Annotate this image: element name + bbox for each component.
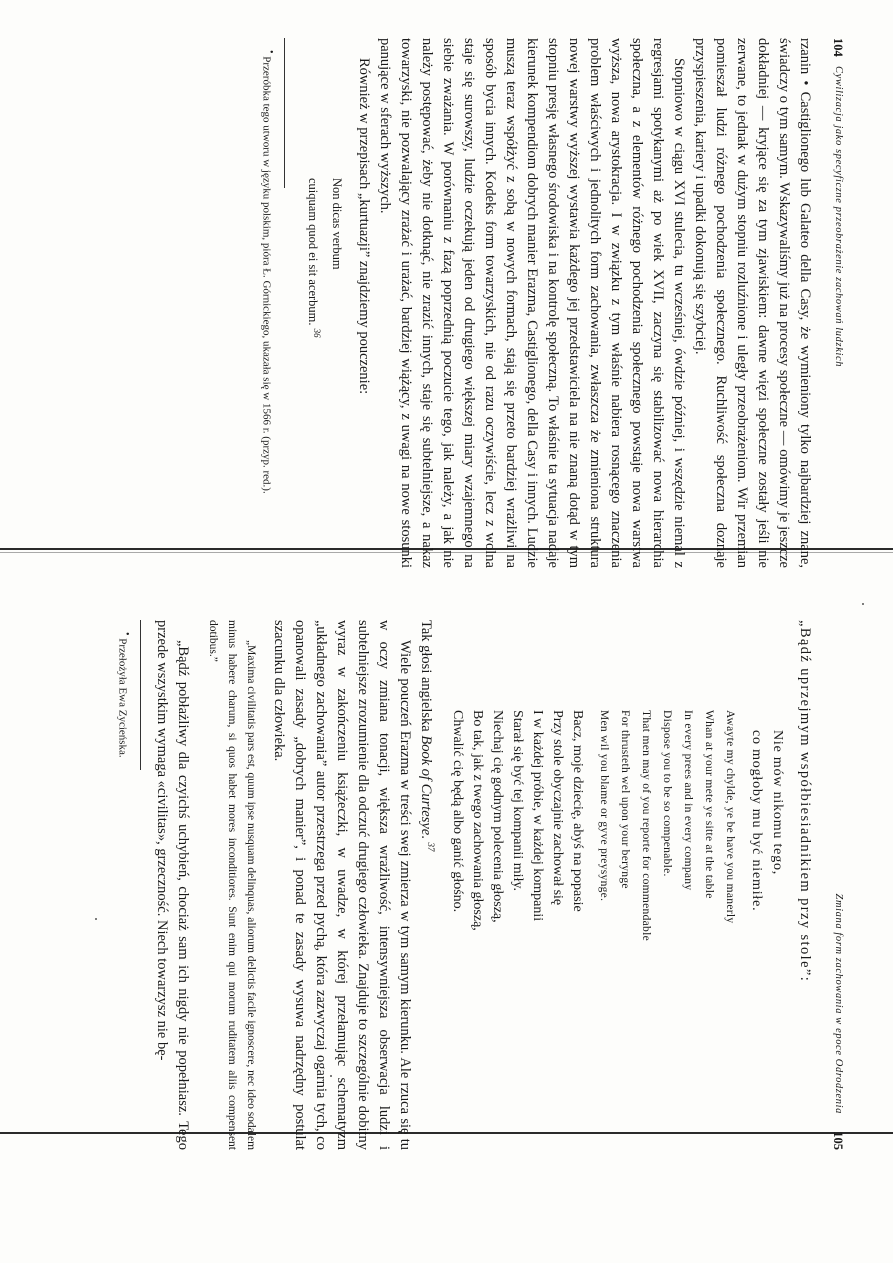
polish-couplet	[746, 620, 788, 1150]
note-marker: 36	[312, 328, 322, 338]
running-head: Cywilizacja jako specyficzne przeobrażenie zachowań ludzkich	[833, 66, 844, 368]
page-number: 104	[831, 38, 845, 57]
scan-speck	[862, 603, 864, 605]
verse-line: In every prees and in every company	[682, 710, 694, 891]
verse-line: Nie mów nikomu tego,	[770, 730, 785, 876]
paragraph: Również w przepisach „kurtuazji” znajdziemy pouczenie:	[356, 58, 372, 395]
paragraph: Stopniowo w ciągu XVI stulecia, tu wcześniej, ówdzie później, i wszędzie niemal z regresjami spotykanymi aż po wiek XVII, zaczyna się stabilizować nowa hierarchia społeczna, a z elementów różnego pochodzenia społecznego powstaje nowa warstwa wyższa, nowa arystokracja. I w związku z tym właśnie nabiera rosnącego znaczenia problem właściwych i jednolitych form zachowania, zwłaszcza że zmieniona struktura nowej warstwy wyższej wystawia każdego jej przedstawiciela na nie znaną dotąd w tym stopniu presję własnego środowiska i na kontrolę społeczną. To właśnie ta sytuacja nadaje kierunek kompendiom dobrych manier Erazma, Castiglionego, della Casy i innych. Ludzie muszą teraz współżyć z sobą w nowych formach, stają się przeto bardziej wrażliwi na sposób bycia innych. Kodeks form towarzyskich, nie od razu oczywiście, lecz z wolna staje się surowszy, ludzie oczekują jeden od drugiego większej miary wzajemnego na siebie zważania. W porównaniu z fazą poprzednią poczucie tego, jak należy, a jak nie należy postępować, żeby nie dotknąć, nie zrazić innych, staje się subtelniejsze, a nakaz towarzyski, nie pozwalający zrażać i urażać, bardziej wiążący, z uwagi na nowe stosunki panujące w sferach wyższych.	[377, 38, 687, 568]
footnote-text: Przełożyła Ewa Zycieńska.	[116, 638, 129, 758]
verse-line: I w każdej próbie, w każdej kompanii	[530, 710, 545, 922]
footnote-rule	[140, 620, 141, 770]
source-title: Book of Curtesye	[418, 735, 435, 836]
verse-line	[303, 178, 327, 568]
verse-line: Men wil you blame or gyve preysynge.	[598, 710, 610, 902]
verse-line: co mogłoby mu być niemiłe.	[749, 730, 764, 912]
footnote-rule	[284, 38, 285, 188]
page-number: 105	[831, 1131, 845, 1150]
footnote-text: Przeróbka tego utworu w języku polskim, pióra Ł. Górnickiego, ukazała się w 1566 r. (przyp. red.).	[260, 56, 273, 494]
page-104	[55, 38, 845, 568]
page-header	[827, 620, 845, 1150]
page-header	[827, 38, 845, 568]
polish-stanza	[447, 620, 587, 1150]
verse-line: Starał się być tej kompanii miły.	[510, 710, 525, 892]
verse-line: Niechaj cię godnym polecenia głoszą,	[490, 710, 505, 923]
paragraph: Wiele pouczeń Erazma w treści swej zmierza w tym samym kierunku. Ale rzuca się tu w oczy zmiana tonacji, większa wrażliwość, intensywniejsza obserwacja ludzi i subtelniejsze zrozumienie dla odczuć drugiego człowieka. Znajduje to szczególnie dobitny wyraz w zakończeniu książeczki, w uwadze, w której przełamując schematyzm „układnego zachowania” autor przestrzega przed pychą, która zazwyczaj ogarnia tych, co opanowali zasady „dobrych manier”, i ponad te zasady wysuwa nadrzędny postulat szacunku dla człowieka.	[271, 620, 414, 1150]
latin-couplet	[303, 38, 347, 568]
footnote	[115, 620, 135, 1150]
paragraph: „Bądź pobłażliwy dla czyichś uchybień, chociaż sam ich nigdy nie popełniasz. Tego przede wszystkim wymaga «civilitas», grzeczność. Niech towarzysz nie bę-	[154, 620, 192, 1150]
verse-line: Whan at your mete ye sitte at the table	[703, 710, 715, 899]
verse-line: That men may of you reporte for commendable	[640, 710, 652, 942]
verse-line: For thrusteth wel upon your berynge	[619, 710, 631, 889]
source-lead: Tak głosi angielska	[418, 620, 435, 736]
verse-line: Dispose you to be so compenable.	[661, 710, 673, 877]
source-line: Tak głosi angielska Book of Curtesye. $^{37}$	[418, 620, 436, 852]
latin-quote: „Maxima civilitatis pars est, quum ipse nusquam delinquas, aliorum delictis facile ignoscere, nec ideo sodalem minus habere charum, si quos habet mores inconditiores. Sunt enim qui morum ruditatem aliis compensent dotibus.”	[207, 620, 258, 1151]
verse-line: Bo tak, jak z twego zachowania głoszą,	[470, 710, 485, 931]
footnote-bullet-icon: •	[264, 50, 276, 54]
verse-line: Bacz, moje dziecię, abyś na popasie	[570, 710, 585, 912]
verse-line: Non dicas verbum	[330, 178, 344, 270]
verse-line: Przy stole obyczajnie zachował się	[550, 710, 565, 906]
note-marker: 37	[426, 842, 436, 852]
verse-line: Awayte my chylde, ye be have you manerly	[724, 710, 736, 924]
verse-line: Chwalić cię będą albo ganić głośno.	[450, 710, 465, 913]
footnote-bullet-icon: •	[121, 632, 133, 636]
verse-line-text: cuiquam quod ei sit acerbum.	[305, 178, 320, 326]
english-stanza	[593, 620, 740, 1150]
running-head: Zmiana form zachowania w epoce Odrodzenia	[833, 893, 844, 1114]
footnote	[258, 38, 278, 568]
page-105	[55, 620, 845, 1150]
intro-line: „Bądź uprzejmym współbiesiadnikiem przy stole”:	[797, 620, 813, 983]
paragraph: rzanin • Castiglionego lub Galateo della Casy, że wymieniony tylko najbardziej znane, świadczy o tym samym. Wskazywaliśmy już na procesy społeczne — omówimy je jeszcze dokładniej — kryjące się za tym zjawiskiem: dawne więzi społeczne zostały jeśli nie zerwane, to jednak w dużym stopniu rozluźnione i uległy przeobrażeniom. Wir przemian pomieszał ludzi różnego pochodzenia społecznego. Ruchliwość społeczna doznaje przyspieszenia, kariery i upadki dokonują się szybciej.	[692, 38, 813, 568]
